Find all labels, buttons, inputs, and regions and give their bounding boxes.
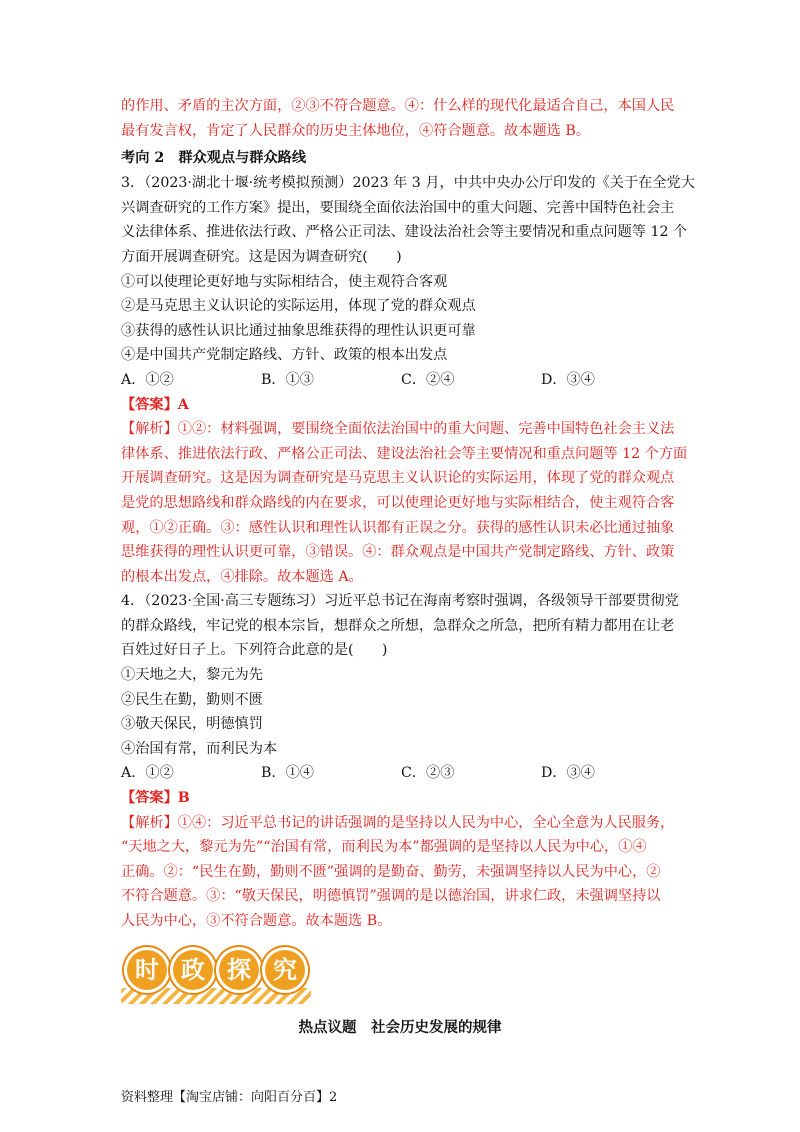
analysis-line: 思维获得的理性认识更可靠，③错误。④：群众观点是中国共产党制定路线、方针、政策 bbox=[121, 544, 675, 561]
option-d: D．③④ bbox=[541, 765, 595, 782]
statement-item: ②是马克思主义认识论的实际运用，体现了党的群众观点 bbox=[121, 298, 476, 315]
statement-item: ②民生在勤，勤则不匮 bbox=[121, 691, 263, 708]
banner-char-circle bbox=[219, 950, 259, 990]
option-b: B．①③ bbox=[261, 371, 314, 388]
option-b: B．①④ bbox=[261, 765, 314, 782]
question-stem-line: 兴调查研究的工作方案》提出，要围绕全面依法治国中的重大问题、完善中国特色社会主 bbox=[121, 199, 675, 216]
banner-char-circle bbox=[173, 950, 213, 990]
statement-item: ④是中国共产党制定路线、方针、政策的根本出发点 bbox=[121, 347, 448, 364]
banner-char: 政 bbox=[181, 956, 205, 984]
statement-item: ③敬天保民，明德慎罚 bbox=[121, 716, 263, 733]
statement-item: ①可以使理论更好地与实际相结合，使主观符合客观 bbox=[121, 273, 448, 290]
banner-char-circle bbox=[127, 950, 167, 990]
page-footer: 资料整理【淘宝店铺：向阳百分百】2 bbox=[121, 1090, 338, 1105]
analysis-line: 律体系、推进依法行政、严格公正司法、建设法治社会等主要情况和重点问题等 12 个方面 bbox=[121, 445, 688, 462]
statement-item: ①天地之大，黎元为先 bbox=[121, 667, 263, 684]
statement-item: ③获得的感性认识比通过抽象思维获得的理性认识更可靠 bbox=[121, 322, 476, 339]
analysis-line: 【解析】①④：习近平总书记的讲话强调的是坚持以人民为中心，全心全意为人民服务， bbox=[121, 814, 675, 831]
analysis-line: 的作用、矛盾的主次方面，②③不符合题意。④：什么样的现代化最适合自己，本国人民 bbox=[121, 98, 675, 114]
question-stem-line: 百姓过好日子上。下列符合此意的是( ) bbox=[121, 642, 388, 659]
banner-char: 究 bbox=[273, 956, 297, 984]
question-stem-line: 方面开展调查研究。这是因为调查研究( ) bbox=[121, 248, 402, 265]
analysis-line: 不符合题意。③：“敬天保民，明德慎罚”强调的是以德治国，讲求仁政，未强调坚持以 bbox=[121, 888, 661, 905]
content-column bbox=[121, 94, 695, 934]
analysis-line: “天地之大，黎元为先”“治国有常，而利民为本”都强调的是坚持以人民为中心，①④ bbox=[121, 839, 647, 856]
banner-char: 时 bbox=[135, 956, 159, 984]
analysis-line: 【解析】①②：材料强调，要围绕全面依法治国中的重大问题、完善中国特色社会主义法 bbox=[121, 421, 675, 438]
analysis-line: 人民为中心，③不符合题意。故本题选 B。 bbox=[121, 913, 392, 929]
option-a: A．①② bbox=[121, 371, 174, 388]
section-heading: 考向 2 群众观点与群众路线 bbox=[121, 150, 307, 167]
current-affairs-banner bbox=[121, 944, 311, 1008]
analysis-line: 正确。②：“民生在勤，勤则不匮”强调的是勤奋、勤劳，未强调坚持以人民为中心，② bbox=[121, 863, 661, 880]
question-stem-line: 4．（2023·全国·高三专题练习）习近平总书记在海南考察时强调，各级领导干部要贯彻党 bbox=[121, 593, 679, 610]
analysis-line: 是党的思想路线和群众路线的内在要求，可以使理论更好地与实际相结合，使主观符合客 bbox=[121, 494, 675, 511]
question-stem-line: 的群众路线，牢记党的根本宗旨，想群众之所想，急群众之所急，把所有精力都用在让老 bbox=[121, 617, 675, 634]
analysis-line: 观，①②正确。③：感性认识和理性认识都有正误之分。获得的感性认识未必比通过抽象 bbox=[121, 519, 675, 536]
answer-key: 【答案】A bbox=[121, 396, 189, 413]
statement-item: ④治国有常，而利民为本 bbox=[121, 740, 278, 757]
option-c: C．②③ bbox=[401, 765, 455, 782]
banner-char-circle bbox=[265, 950, 305, 990]
banner-stripes bbox=[121, 988, 311, 1004]
banner-char: 探 bbox=[227, 956, 251, 984]
analysis-line: 开展调查研究。这是因为调查研究是马克思主义认识论的实际运用，体现了党的群众观点 bbox=[121, 470, 675, 487]
question-3 bbox=[121, 171, 695, 589]
answer-options bbox=[121, 368, 681, 393]
analysis-line: 最有发言权，肯定了人民群众的历史主体地位，④符合题意。故本题选 B。 bbox=[121, 122, 590, 139]
option-a: A．①② bbox=[121, 765, 174, 782]
topic-title: 热点议题 社会历史发展的规律 bbox=[298, 1019, 502, 1036]
answer-options bbox=[121, 761, 681, 786]
answer-key: 【答案】B bbox=[121, 790, 190, 807]
option-d: D．③④ bbox=[541, 371, 595, 388]
question-4 bbox=[121, 589, 681, 933]
analysis-line: 的根本出发点，④排除。故本题选 A。 bbox=[121, 568, 363, 585]
question-stem-line: 3．（2023·湖北十堰·统考模拟预测）2023 年 3 月，中共中央办公厅印发的《关于在全党大 bbox=[121, 175, 695, 192]
question-stem-line: 义法律体系、推进依法行政、严格公正司法、建设法治社会等主要情况和重点问题等 12 个 bbox=[121, 224, 688, 241]
option-c: C．②④ bbox=[401, 371, 455, 388]
